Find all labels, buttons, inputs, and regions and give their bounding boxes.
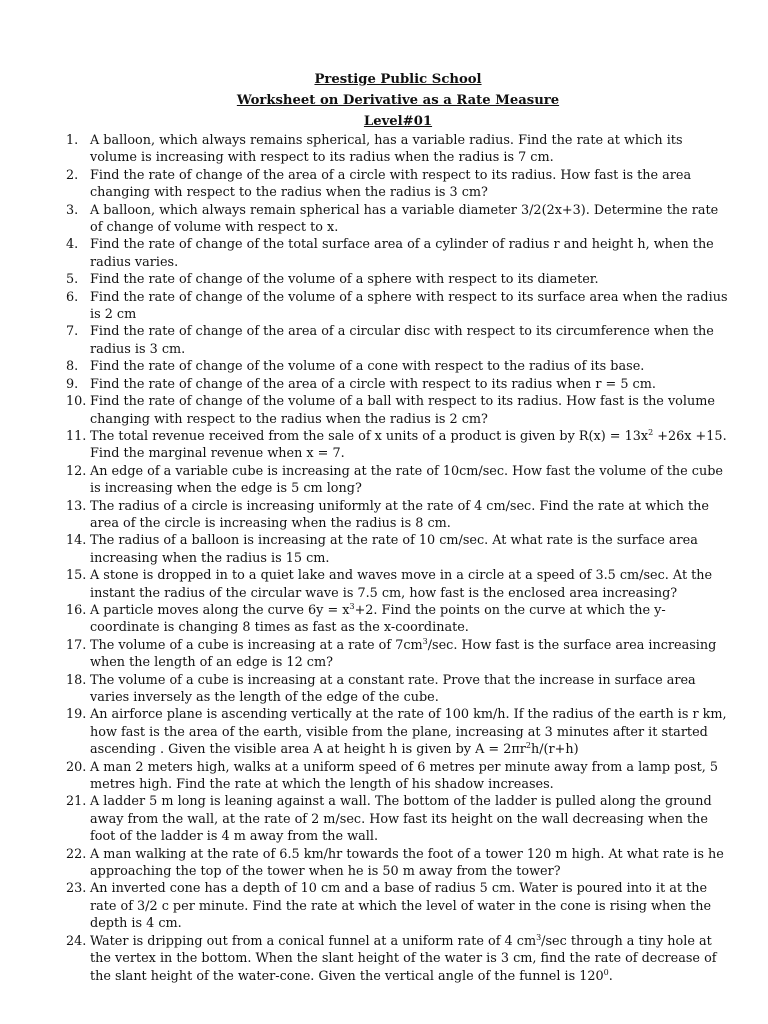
- question-number: 16.: [66, 602, 87, 618]
- question-text-part: The volume of a cube is increasing at a rate of 7cm: [90, 637, 423, 653]
- question-text: A balloon, which always remain spherical has a variable diameter 3/2(2x+3). Determine the rate of change of volume with respect to x.: [90, 202, 719, 236]
- question-text-part: A particle moves along the curve 6y = x: [90, 602, 350, 618]
- question-text: A balloon, which always remains spherical, has a variable radius. Find the rate at which its volume is increasing with respect to its radius when the radius is 7 cm.: [90, 133, 683, 166]
- question-item: [66, 793, 730, 845]
- question-text-part: +26x +15. Find the marginal revenue when x = 7.: [90, 428, 727, 462]
- question-item: [66, 271, 730, 288]
- question-item: [66, 236, 730, 271]
- question-number: 18.: [66, 672, 87, 688]
- question-item: [66, 846, 730, 881]
- question-text-part: /sec through a tiny hole at the vertex in the bottom. When the slant height of the water is 3 cm, find the rate of decrease of the slant height of the water-cone. Given the vertical angle of the funnel is 120: [90, 933, 717, 984]
- level-heading: Level#01: [363, 114, 433, 129]
- question-text-part: +2. Find the points on the curve at which the y-coordinate is changing 8 times as fast as the x-coordinate.: [90, 602, 666, 636]
- question-text: Find the rate of change of the total surface area of a cylinder of radius r and height h, when the radius varies.: [90, 237, 714, 270]
- question-number: 4.: [66, 237, 79, 253]
- question-number: 10.: [66, 394, 87, 410]
- question-number: 20.: [66, 759, 87, 775]
- question-item: [66, 132, 730, 167]
- question-item: [66, 428, 730, 463]
- question-text: Find the rate of change of the volume of a sphere with respect to its diameter.: [90, 272, 599, 288]
- question-number: 13.: [66, 498, 87, 514]
- question-text: A man 2 meters high, walks at a uniform speed of 6 metres per minute away from a lamp post, 5 metres high. Find the rate at which the length of his shadow increases.: [90, 759, 719, 793]
- superscript: 3: [349, 601, 355, 611]
- question-number: 3.: [66, 202, 79, 218]
- question-text-part: h/(r+h): [530, 742, 579, 758]
- question-item: [66, 393, 730, 428]
- question-item: [66, 933, 730, 985]
- question-item: [66, 532, 730, 567]
- question-item: [66, 759, 730, 794]
- question-number: 24.: [66, 933, 87, 949]
- school-name: Prestige Public School: [314, 72, 482, 87]
- question-number: 15.: [66, 568, 87, 584]
- worksheet-page: [66, 69, 730, 985]
- question-number: 2.: [66, 167, 79, 183]
- question-number: 22.: [66, 846, 87, 862]
- question-text: Find the rate of change of the area of a circle with respect to its radius. How fast is the area changing with respect to the radius when the radius is 3 cm?: [90, 167, 692, 201]
- question-text: The volume of a cube is increasing at a constant rate. Prove that the increase in surface area varies inversely as the length of the edge of the cube.: [90, 672, 696, 705]
- question-text: A ladder 5 m long is leaning against a wall. The bottom of the ladder is pulled along the ground away from the wall, at the rate of 2 m/sec. How fast its height on the wall decreasing when the foot of the ladder is 4 m away from the wall.: [90, 794, 712, 845]
- question-item: [66, 567, 730, 602]
- question-text-part: An airforce plane is ascending vertically at the rate of 100 km/h. If the radius of the earth is r km, how fast is the area of the earth, visible from the plane, increasing at 3 minutes after it started ascending . Given the visible area A at height h is given by A = 2πr: [90, 707, 727, 758]
- question-item: [66, 880, 730, 932]
- question-number: 9.: [66, 376, 79, 392]
- question-number: 11.: [66, 428, 87, 444]
- question-text: A man walking at the rate of 6.5 km/hr towards the foot of a tower 120 m high. At what rate is he approaching the top of the tower when he is 50 m away from the tower?: [90, 846, 724, 880]
- question-list: [66, 132, 730, 985]
- question-text-part: Water is dripping out from a conical funnel at a uniform rate of 4 cm: [90, 933, 537, 949]
- question-number: 12.: [66, 463, 87, 479]
- question-text-part: The total revenue received from the sale of x units of a product is given by R(x) = 13x: [90, 428, 649, 444]
- question-text: An inverted cone has a depth of 10 cm and a base of radius 5 cm. Water is poured into it at the rate of 3/2 c per minute. Find the rate at which the level of water in the cone is rising when the depth is 4 cm.: [90, 881, 712, 932]
- question-number: 14.: [66, 533, 87, 549]
- question-text: The radius of a circle is increasing uniformly at the rate of 4 cm/sec. Find the rate at which the area of the circle is increasing when the radius is 8 cm.: [90, 498, 709, 531]
- question-item: [66, 167, 730, 202]
- question-text: A stone is dropped in to a quiet lake and waves move in a circle at a speed of 3.5 cm/sec. At the instant the radius of the circular wave is 7.5 cm, how fast is the enclosed area increasing?: [90, 568, 713, 601]
- question-text: Find the rate of change of the volume of a ball with respect to its radius. How fast is the volume changing with respect to the radius when the radius is 2 cm?: [90, 394, 715, 427]
- superscript: 0: [603, 967, 609, 977]
- question-text: The radius of a balloon is increasing at the rate of 10 cm/sec. At what rate is the surface area increasing when the radius is 15 cm.: [90, 533, 698, 566]
- question-item: [66, 602, 730, 637]
- question-number: 1.: [66, 133, 79, 148]
- question-item: [66, 358, 730, 375]
- question-item: [66, 323, 730, 358]
- question-number: 5.: [66, 272, 79, 288]
- question-item: [66, 637, 730, 672]
- question-item: [66, 463, 730, 498]
- superscript: 3: [536, 932, 542, 942]
- question-number: 17.: [66, 637, 87, 653]
- question-number: 23.: [66, 881, 87, 897]
- worksheet-title: Worksheet on Derivative as a Rate Measure: [236, 93, 560, 108]
- superscript: 3: [422, 636, 428, 646]
- question-number: 21.: [66, 794, 87, 810]
- question-number: 19.: [66, 707, 87, 723]
- question-number: 7.: [66, 324, 79, 340]
- superscript: 2: [525, 741, 531, 751]
- question-number: 6.: [66, 289, 79, 305]
- question-item: [66, 202, 730, 237]
- question-item: [66, 498, 730, 533]
- question-item: [66, 672, 730, 707]
- question-text-part: .: [608, 968, 613, 984]
- question-text: Find the rate of change of the volume of a sphere with respect to its surface area when the radius is 2 cm: [90, 289, 728, 323]
- question-item: [66, 289, 730, 324]
- question-text: An edge of a variable cube is increasing at the rate of 10cm/sec. How fast the volume of the cube is increasing when the edge is 5 cm long?: [90, 463, 723, 497]
- question-number: 8.: [66, 359, 79, 375]
- question-text: Find the rate of change of the volume of a cone with respect to the radius of its base.: [90, 359, 645, 375]
- question-text: Find the rate of change of the area of a circle with respect to its radius when r = 5 cm.: [90, 376, 656, 392]
- question-text: Find the rate of change of the area of a circular disc with respect to its circumference when the radius is 3 cm.: [90, 324, 714, 357]
- question-text-part: /sec. How fast is the surface area increasing when the length of an edge is 12 cm?: [90, 637, 717, 671]
- question-item: [66, 706, 730, 758]
- question-item: [66, 376, 730, 393]
- superscript: 2: [648, 427, 654, 437]
